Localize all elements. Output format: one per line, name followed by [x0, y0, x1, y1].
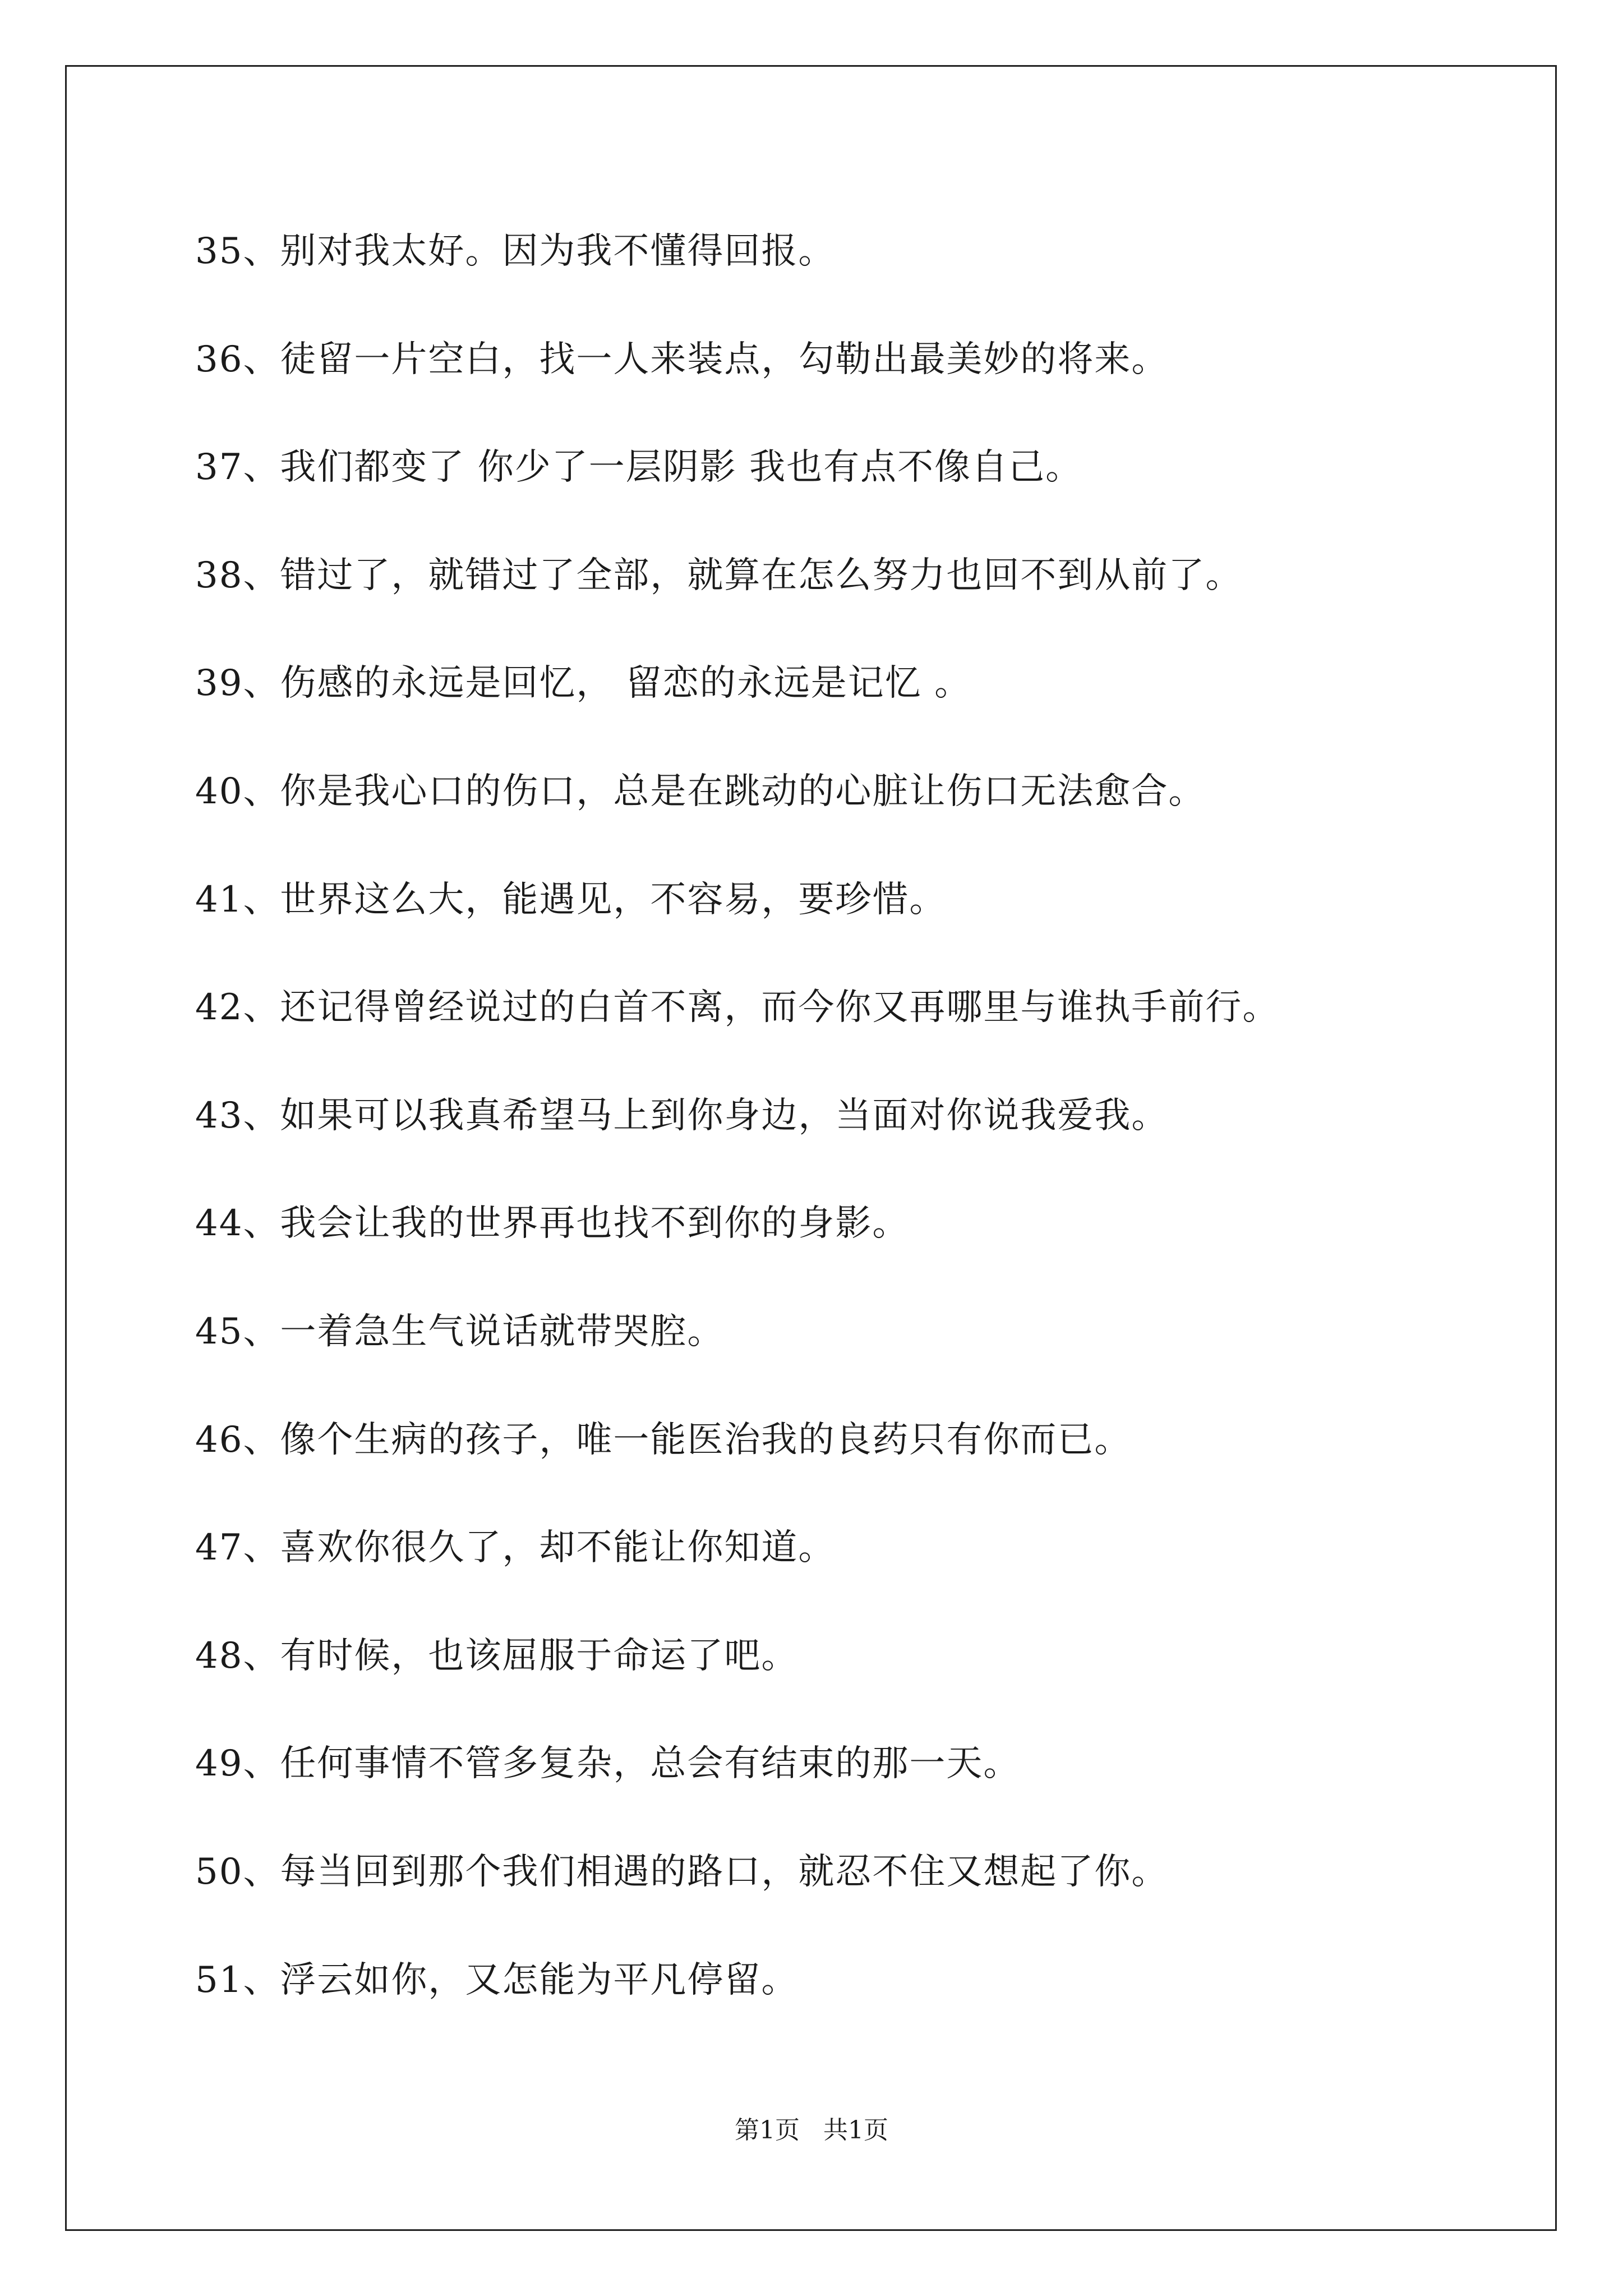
text-line: 46、像个生病的孩子，唯一能医治我的良药只有你而已。 [195, 1419, 1132, 1461]
text-line: 35、别对我太好。因为我不懂得回报。 [195, 231, 836, 272]
text-line: 47、喜欢你很久了，却不能让你知道。 [195, 1527, 836, 1569]
text-line: 45、一着急生气说话就带哭腔。 [195, 1310, 725, 1352]
text-line: 50、每当回到那个我们相遇的路口，就忍不住又想起了你。 [195, 1851, 1169, 1893]
text-line: 38、错过了，就错过了全部，就算在怎么努力也回不到从前了。 [195, 554, 1243, 596]
text-line: 39、伤感的永远是回忆， 留恋的永远是记忆 。 [195, 662, 972, 705]
text-line: 48、有时候，也该屈服于命运了吧。 [195, 1635, 799, 1677]
text-line: 41、世界这么大，能遇见，不容易，要珍惜。 [195, 878, 947, 921]
text-line: 44、我会让我的世界再也找不到你的身影。 [195, 1203, 910, 1245]
text-lines [195, 223, 1519, 2060]
text-line: 37、我们都变了 你少了一层阴影 我也有点不像自己。 [195, 447, 1083, 489]
text-line: 42、还记得曾经说过的白首不离，而今你又再哪里与谁执手前行。 [195, 987, 1280, 1029]
text-line: 49、任何事情不管多复杂，总会有结束的那一天。 [195, 1743, 1021, 1785]
text-line: 40、你是我心口的伤口，总是在跳动的心脏让伤口无法愈合。 [195, 770, 1206, 812]
page-number-footer: 第1页 共1页 [735, 2116, 888, 2145]
text-line: 51、浮云如你，又怎能为平凡停留。 [195, 1959, 799, 2001]
text-line: 36、徒留一片空白，找一人来装点，勾勒出最美妙的将来。 [195, 338, 1169, 380]
text-line: 43、如果可以我真希望马上到你身边，当面对你说我爱我。 [195, 1094, 1169, 1137]
